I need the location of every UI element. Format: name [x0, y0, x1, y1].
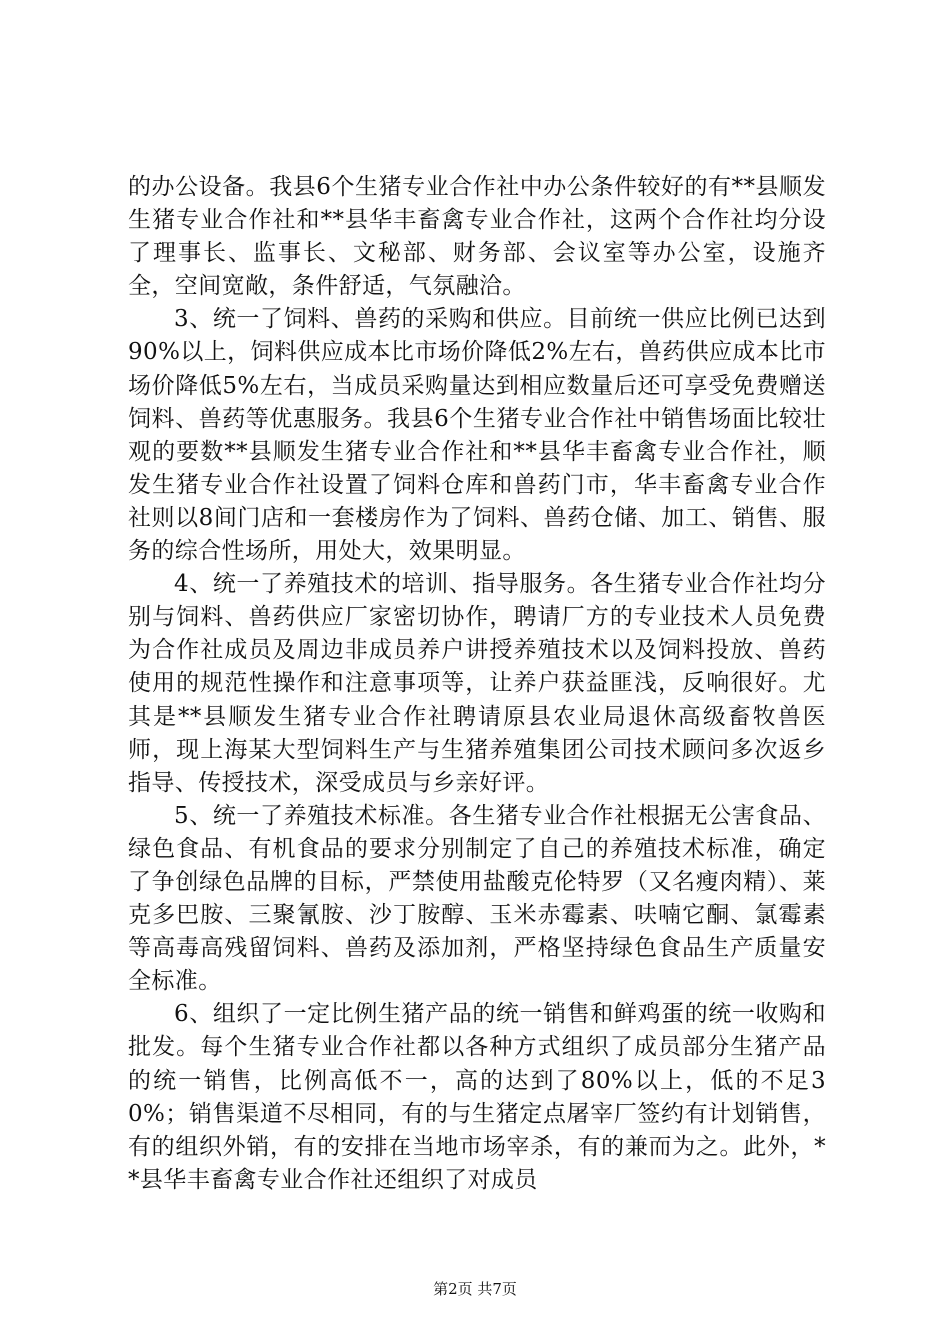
paragraph-item-6: 6、组织了一定比例生猪产品的统一销售和鲜鸡蛋的统一收购和批发。每个生猪专业合作社都以各种方式组织了成员部分生猪产品的统一销售，比例高低不一，高的达到了80%以上，低的不足30%；销售渠道不尽相同，有的与生猪定点屠宰厂签约有计划销售，有的组织外销，有的安排在当地市场宰杀，有的兼而为之。此外，**县华丰畜禽专业合作社还组织了对成员: [128, 1001, 826, 1193]
page-number-footer: 第2页 共7页: [433, 1280, 517, 1298]
document-body: [128, 171, 826, 1197]
paragraph-item-4: 4、统一了养殖技术的培训、指导服务。各生猪专业合作社均分别与饲料、兽药供应厂家密切协作，聘请厂方的专业技术人员免费为合作社成员及周边非成员养户讲授养殖技术以及饲料投放、兽药使用的规范性操作和注意事项等，让养户获益匪浅，反响很好。尤其是**县顺发生猪专业合作社聘请原县农业局退休高级畜牧兽医师，现上海某大型饲料生产与生猪养殖集团公司技术顾问多次返乡指导、传授技术，深受成员与乡亲好评。: [128, 571, 826, 796]
paragraph-item-3: 3、统一了饲料、兽药的采购和供应。目前统一供应比例已达到90%以上，饲料供应成本比市场价降低2%左右，兽药供应成本比市场价降低5%左右，当成员采购量达到相应数量后还可享受免费赠送饲料、兽药等优惠服务。我县6个生猪专业合作社中销售场面比较壮观的要数**县顺发生猪专业合作社和**县华丰畜禽专业合作社，顺发生猪专业合作社设置了饲料仓库和兽药门市，华丰畜禽专业合作社则以8间门店和一套楼房作为了饲料、兽药仓储、加工、销售、服务的综合性场所，用处大，效果明显。: [128, 306, 827, 565]
paragraph-continuation: 的办公设备。我县6个生猪专业合作社中办公条件较好的有**县顺发生猪专业合作社和**县华丰畜禽专业合作社，这两个合作社均分设了理事长、监事长、文秘部、财务部、会议室等办公室，设施齐全，空间宽敞，条件舒适，气氛融洽。: [128, 174, 826, 300]
paragraph-item-5: 5、统一了养殖技术标准。各生猪专业合作社根据无公害食品、绿色食品、有机食品的要求分别制定了自己的养殖技术标准，确定了争创绿色品牌的目标，严禁使用盐酸克伦特罗（又名瘦肉精）、莱克多巴胺、三聚氰胺、沙丁胺醇、玉米赤霉素、呋喃它酮、氯霉素等高毒高残留饲料、兽药及添加剂，严格坚持绿色食品生产质量安全标准。: [128, 802, 826, 995]
